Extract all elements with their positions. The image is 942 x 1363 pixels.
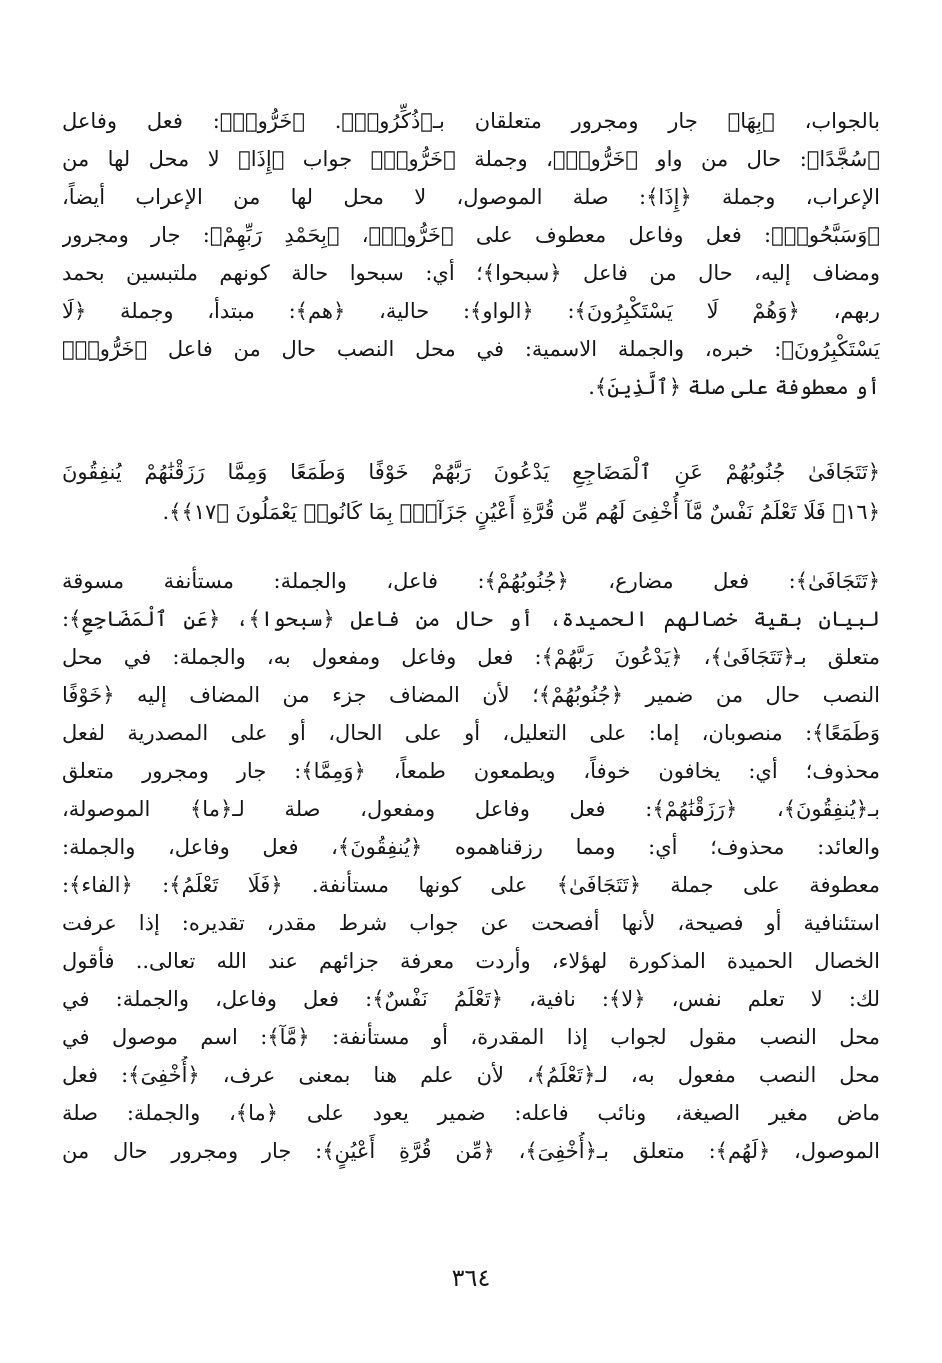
paragraph-1-line: بالجواب، ﴿بِهَا﴾ جار ومجرور متعلقان بـ﴿ذُكِّرُوا۟﴾. ﴿خَرُّوا۟﴾: فعل وفاعل xyxy=(62,109,880,133)
paragraph-1-line: الإعراب، وجملة ﴿إِذَا﴾: صلة الموصول، لا محل لها من الإعراب أيضاً، xyxy=(62,185,880,209)
paragraph-2-line: معطوفة على جملة ﴿تَتَجَافَىٰ﴾ على كونها مستأنفة. ﴿فَلَا تَعْلَمُ﴾: ﴿الفاء﴾: xyxy=(62,873,880,897)
paragraph-2-line: محذوف؛ أي: يخافون خوفاً، ويطمعون طمعاً، ﴿وَمِمَّا﴾: جار ومجرور متعلق xyxy=(62,759,880,783)
verse-line: ﴿تَتَجَافَىٰ جُنُوبُهُمْ عَنِ ٱلْمَضَاجِعِ يَدْعُونَ رَبَّهُمْ خَوْفًا وَطَمَعًا وَمِمَّا رَزَقْنَٰهُمْ يُنفِقُونَ xyxy=(62,460,880,484)
paragraph-1-line: ﴿سُجَّدًا﴾: حال من واو ﴿خَرُّوا۟﴾، وجملة ﴿خَرُّوا۟﴾ جواب ﴿إِذَا﴾ لا محل لها من xyxy=(62,147,880,171)
paragraph-2-line: ماض مغير الصيغة، ونائب فاعله: ضمير يعود على ﴿ما﴾، والجملة: صلة xyxy=(62,1101,880,1125)
paragraph-2-line: لك: لا تعلم نفس، ﴿لا﴾: نافية، ﴿تَعْلَمُ نَفْسٌ﴾: فعل وفاعل، والجملة: في xyxy=(62,987,880,1011)
paragraph-2-line: وَطَمَعًا﴾: منصوبان، إما: على التعليل، أو على الحال، أو على المصدرية لفعل xyxy=(62,721,880,745)
paragraph-1 xyxy=(62,102,880,406)
paragraph-2-line: استئنافية أو فصيحة، لأنها أفصحت عن جواب شرط مقدر، تقديره: إذا عرفت xyxy=(62,911,880,935)
paragraph-2-line: متعلق بـ﴿تَتَجَافَىٰ﴾، ﴿يَدْعُونَ رَبَّهُمْ﴾: فعل وفاعل ومفعول به، والجملة: في محل xyxy=(62,645,880,669)
paragraph-2-line: النصب حال من ضمير ﴿جُنُوبُهُمْ﴾؛ لأن المضاف جزء من المضاف إليه ﴿خَوْفًا xyxy=(62,683,880,707)
paragraph-2-line: ﴿تَتَجَافَىٰ﴾: فعل مضارع، ﴿جُنُوبُهُمْ﴾: فاعل، والجملة: مستأنفة مسوقة xyxy=(62,569,880,593)
paragraph-2-line: والعائد: محذوف؛ أي: ومما رزقناهموه ﴿يُنفِقُونَ﴾، فعل وفاعل، والجملة: xyxy=(62,835,880,859)
paragraph-2-line: بـ﴿يُنفِقُونَ﴾، ﴿رَزَقْنَٰهُمْ﴾: فعل وفاعل ومفعول، صلة لـ﴿ما﴾ الموصولة، xyxy=(62,797,880,821)
paragraph-1-line: ربهم، ﴿وَهُمْ لَا يَسْتَكْبِرُونَ﴾: ﴿الواو﴾: حالية، ﴿هم﴾: مبتدأ، وجملة ﴿لَا xyxy=(62,299,880,323)
paragraph-2-line: محل النصب مقول لجواب إذا المقدرة، أو مستأنفة: ﴿مَّآ﴾: اسم موصول في xyxy=(62,1025,880,1049)
paragraph-2 xyxy=(62,562,880,1170)
paragraph-1-line: يَسْتَكْبِرُونَ﴾: خبره، والجملة الاسمية: في محل النصب حال من فاعل ﴿خَرُّوا۟﴾ xyxy=(62,337,880,361)
paragraph-2-line: الخصال الحميدة المذكورة لهؤلاء، وأردت معرفة جزائهم عند الله تعالى.. فأقول xyxy=(62,949,880,973)
paragraph-2-line: محل النصب مفعول به، لـ﴿تَعْلَمُ﴾، لأن علم هنا بمعنى عرف، ﴿أُخْفِىَ﴾: فعل xyxy=(62,1063,880,1087)
verse-line: ﴿١٦﴾ فَلَا تَعْلَمُ نَفْسٌ مَّآ أُخْفِىَ لَهُم مِّن قُرَّةِ أَعْيُنٍ جَزَآءًۢ بِمَا كَانُوا۟ يَعْمَلُونَ ﴿١٧﴾﴾. xyxy=(162,500,880,524)
paragraph-2-line: الموصول، ﴿لَهُم﴾: متعلق بـ﴿أُخْفِىَ﴾، ﴿مِّن قُرَّةِ أَعْيُنٍ﴾: جار ومجرور حال من xyxy=(62,1139,880,1163)
quran-verse xyxy=(62,452,880,532)
page-number: ٣٦٤ xyxy=(451,1264,491,1292)
paragraph-1-line: ﴿وَسَبَّحُوا۟﴾: فعل وفاعل معطوف على ﴿خَرُّوا۟﴾، ﴿بِحَمْدِ رَبِّهِمْ﴾: جار ومجرور xyxy=(62,223,880,247)
paragraph-2-line: لبيان بقية خصالهم الحميدة، أو حال من فاعل ﴿سبحوا﴾، ﴿عَنِ ٱلْمَضَاجِعِ﴾: xyxy=(62,607,880,631)
paragraph-1-line: ومضاف إليه، حال من فاعل ﴿سبحوا﴾؛ أي: سبحوا حالة كونهم ملتبسين بحمد xyxy=(62,261,880,285)
paragraph-1-line: أو معطوفة على صلة ﴿ٱلَّذِينَ﴾. xyxy=(588,375,880,399)
